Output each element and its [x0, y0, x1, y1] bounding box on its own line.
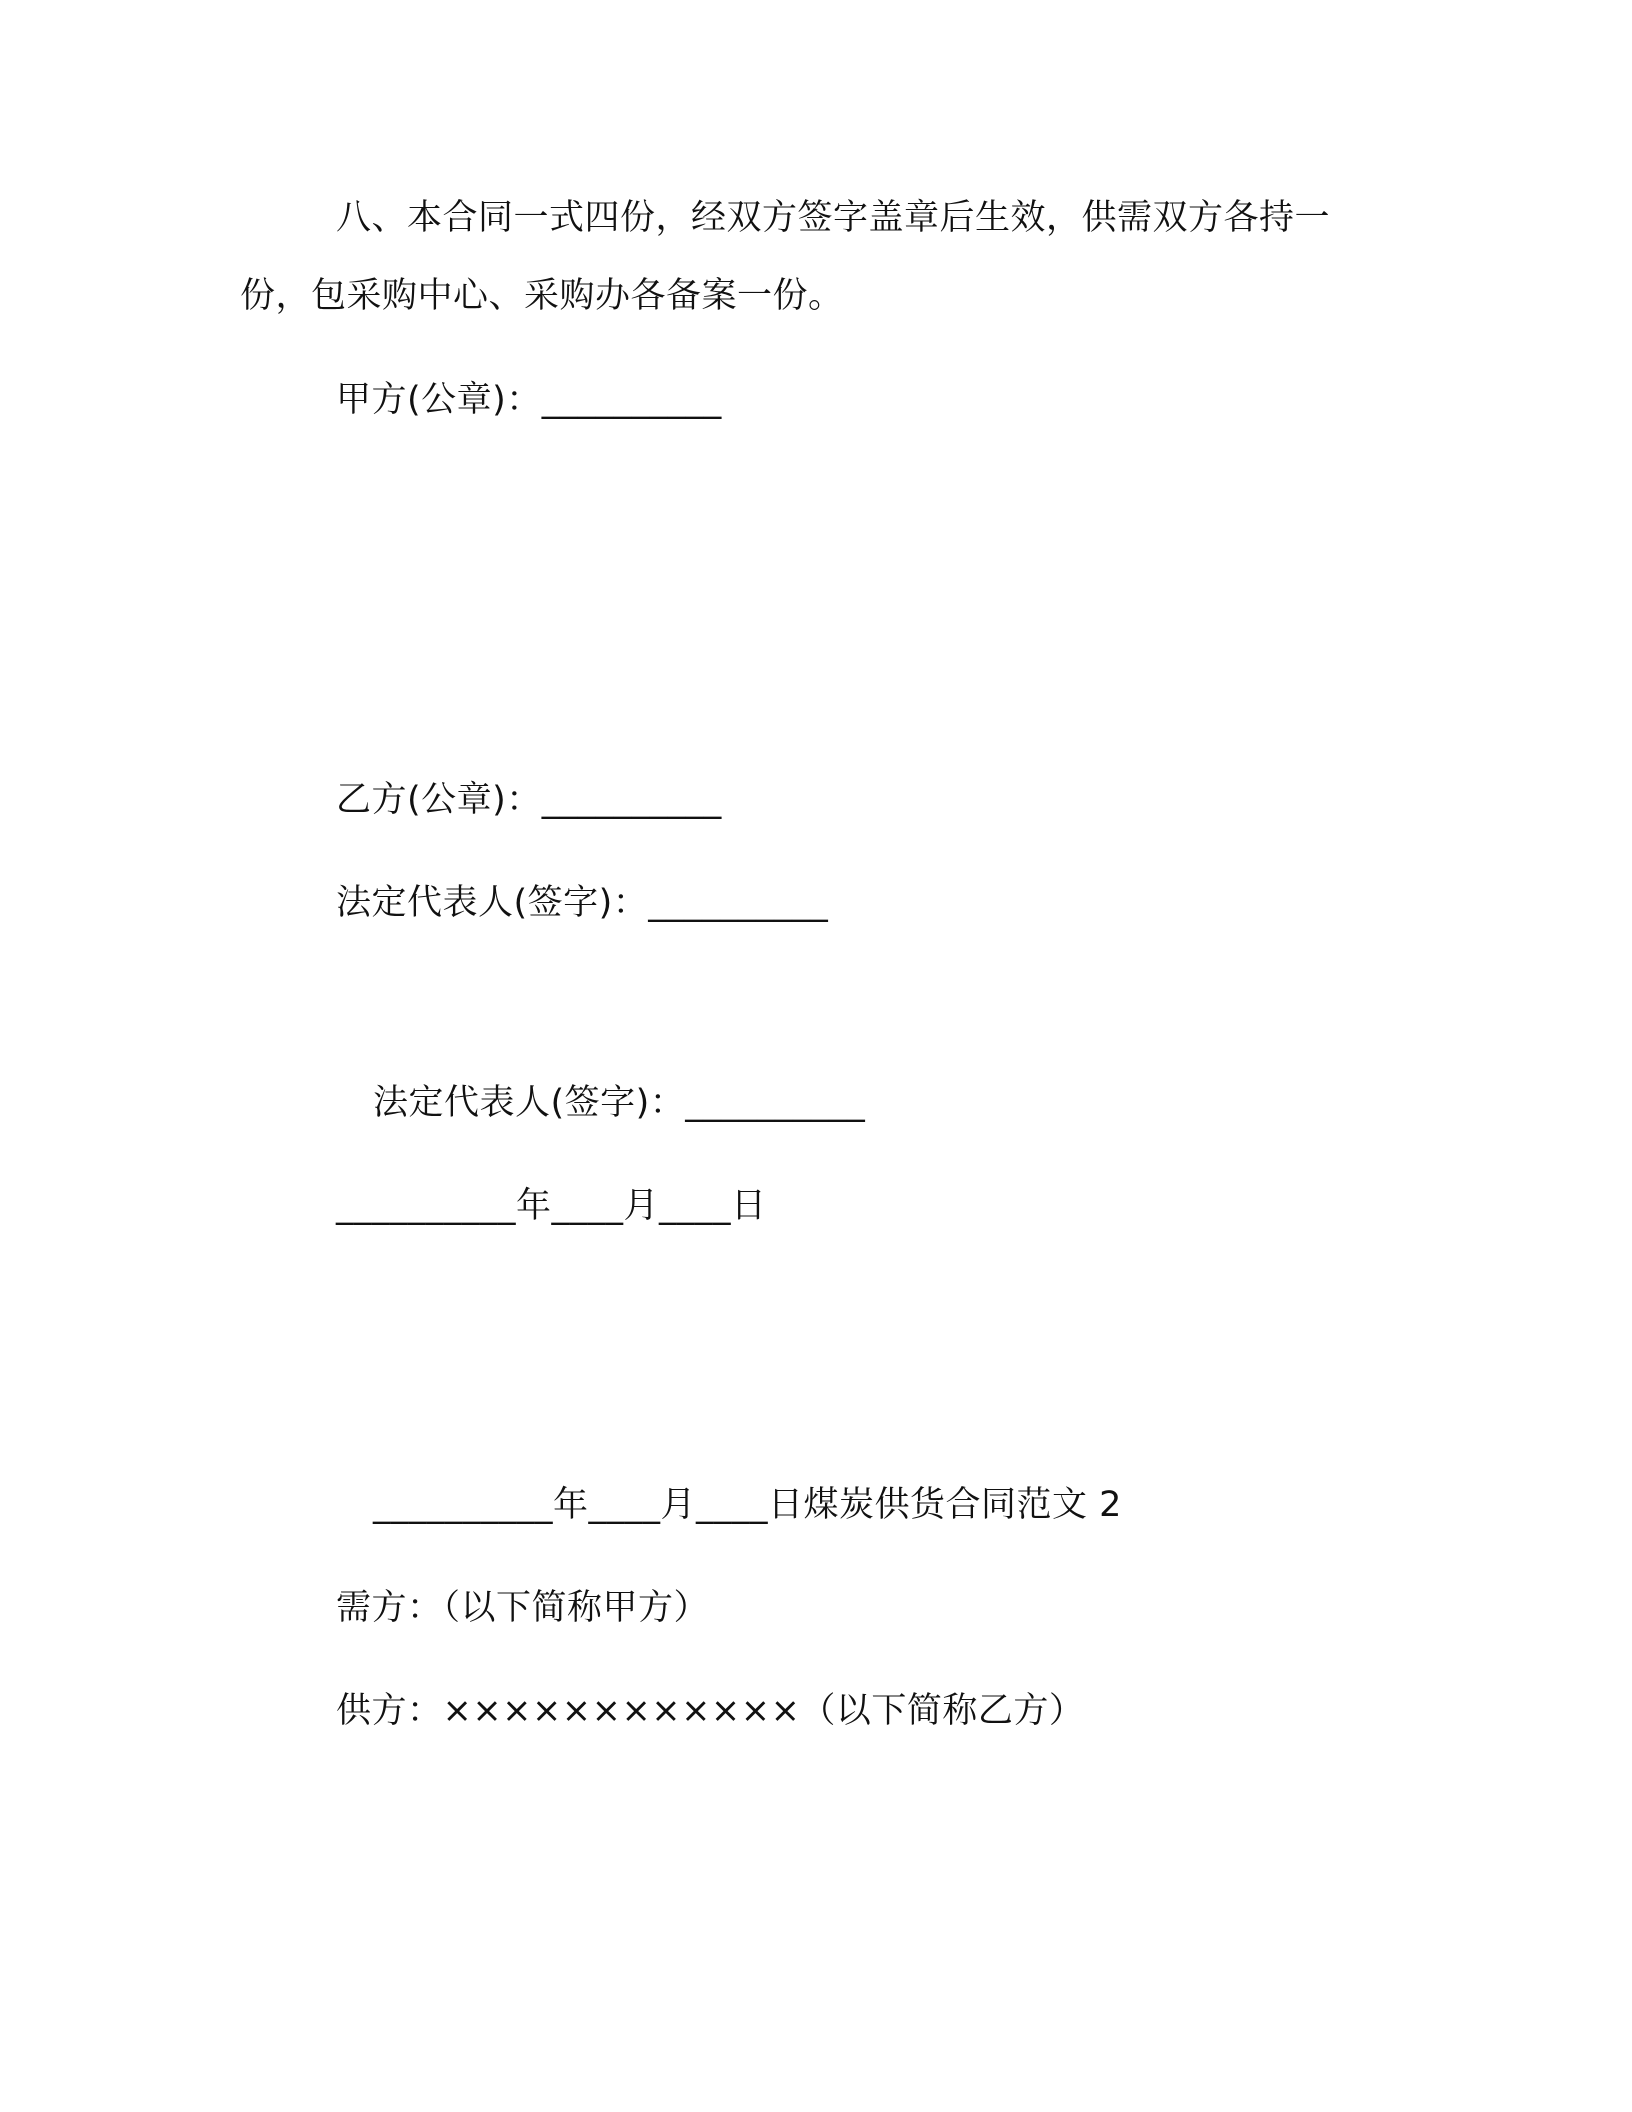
legal-representative-field-1: 法定代表人(签字)：__________	[336, 883, 829, 923]
signing-date-field: __________年____月____日	[336, 1186, 767, 1226]
party-b-seal-field: 乙方(公章)：__________	[336, 780, 722, 820]
contract-clause-8-line-1: 八、本合同一式四份，经双方签字盖章后生效，供需双方各持一	[336, 198, 1331, 238]
legal-representative-field-2: 法定代表人(签字)：__________	[373, 1083, 866, 1123]
party-a-seal-field: 甲方(公章)：__________	[336, 380, 722, 420]
next-contract-title: __________年____月____日煤炭供货合同范文 2	[373, 1485, 1122, 1525]
supplier-party-line: 供方：××××××××××××（以下简称乙方）	[336, 1691, 1085, 1731]
buyer-party-line: 需方：（以下简称甲方）	[336, 1588, 710, 1628]
contract-clause-8-line-2: 份，包采购中心、采购办各备案一份。	[240, 276, 844, 316]
